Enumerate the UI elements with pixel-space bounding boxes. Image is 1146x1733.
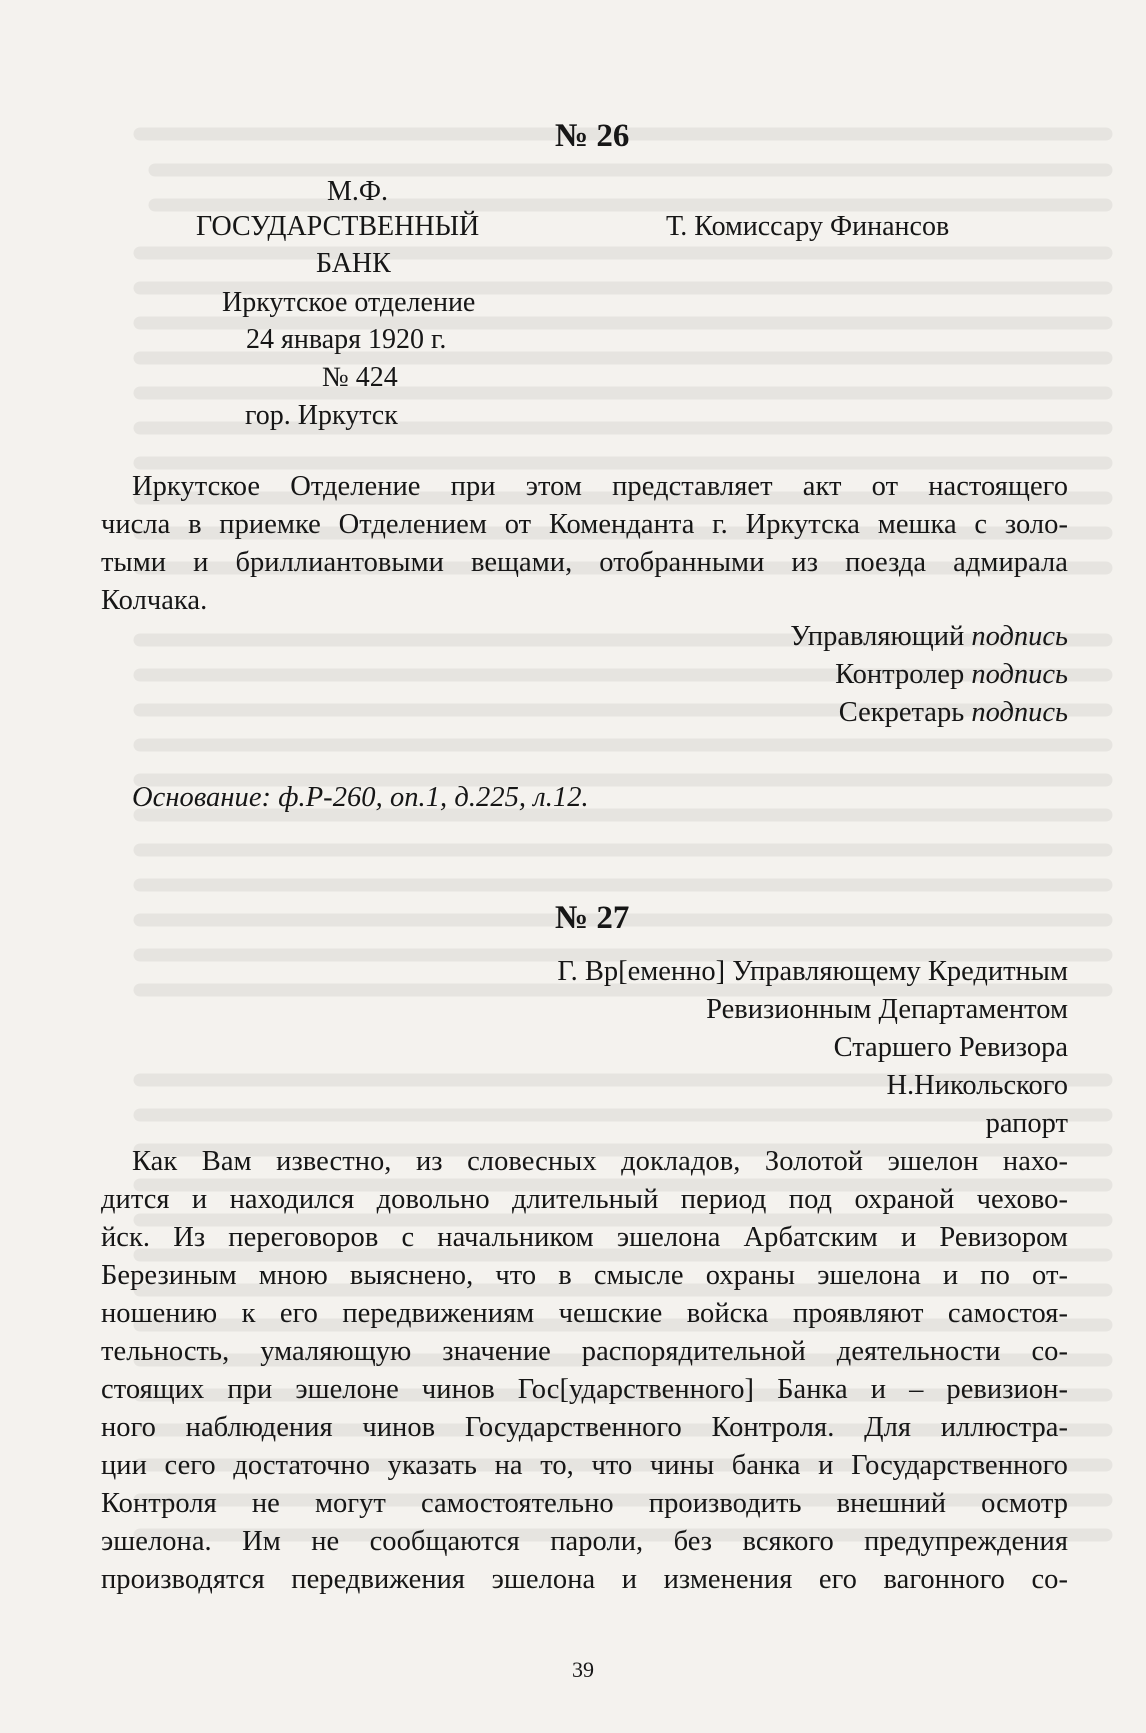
- signature-controller: [835, 659, 1068, 691]
- doc26-source: Основание: ф.Р-260, оп.1, д.225, л.12.: [132, 782, 589, 813]
- doc26-bank-line1: ГОСУДАРСТВЕННЫЙ: [196, 211, 480, 242]
- doc27-body-line: дится и находился довольно длительный период под охраной чехово-: [101, 1184, 1068, 1215]
- doc26-addressee: Т. Комиссару Финансов: [666, 211, 950, 242]
- doc27-header-line: Ревизионным Департаментом: [706, 994, 1068, 1025]
- doc26-outgoing-number: № 424: [322, 362, 398, 393]
- doc26-body-line: числа в приемке Отделением от Коменданта г. Иркутска мешка с золо-: [101, 509, 1068, 540]
- doc27-body-line: эшелона. Им не сообщаются пароли, без всякого предупреждения: [101, 1526, 1068, 1557]
- doc27-number: № 27: [555, 900, 630, 936]
- doc27-body-line: йск. Из переговоров с начальником эшелона Арбатским и Ревизором: [101, 1222, 1068, 1253]
- doc26-body-line: Иркутское Отделение при этом представляет акт от настоящего: [132, 471, 1068, 502]
- doc27-body-line: ции сего достаточно указать на то, что чины банка и Государственного: [101, 1450, 1068, 1481]
- doc26-body-line: тыми и бриллиантовыми вещами, отобранными из поезда адмирала: [101, 547, 1068, 578]
- page-number: 39: [572, 1657, 594, 1682]
- signature-role: Секретарь: [838, 697, 965, 728]
- doc27-body-line: тельность, умаляющую значение распорядительной деятельности со-: [101, 1336, 1068, 1367]
- doc26-city: гор. Иркутск: [245, 400, 398, 431]
- signature-role: Управляющий: [790, 621, 965, 652]
- doc26-bank-line2: БАНК: [316, 248, 391, 279]
- signature-role: Контролер: [835, 659, 965, 690]
- doc27-body-line: Как Вам известно, из словесных докладов, Золотой эшелон нахо-: [132, 1146, 1068, 1177]
- doc26-number: № 26: [555, 118, 630, 154]
- signature-mark: подпись: [971, 621, 1068, 652]
- signature-manager: [790, 621, 1068, 653]
- doc27-body-line: стоящих при эшелоне чинов Гос[ударственного] Банка и – ревизион-: [101, 1374, 1068, 1405]
- doc26-date: 24 января 1920 г.: [246, 324, 447, 355]
- doc27-header-line: Старшего Ревизора: [833, 1032, 1068, 1063]
- doc27-body-line: ношению к его передвижениям чешские войска проявляют самостоя-: [101, 1298, 1068, 1329]
- doc26-ministry: М.Ф.: [327, 176, 389, 207]
- signature-mark: подпись: [971, 659, 1068, 690]
- signature-secretary: [839, 697, 1068, 729]
- doc27-header-line: Н.Никольского: [886, 1070, 1068, 1101]
- doc27-report-title: рапорт: [985, 1108, 1068, 1139]
- signature-mark: подпись: [971, 697, 1068, 728]
- doc27-body-line: производятся передвижения эшелона и изменения его вагонного со-: [101, 1564, 1068, 1595]
- doc26-body-line: Колчака.: [101, 585, 208, 616]
- doc27-header-line: Г. Вр[еменно] Управляющему Кредитным: [557, 956, 1068, 987]
- doc27-body-line: Березиным мною выяснено, что в смысле охраны эшелона и по от-: [101, 1260, 1068, 1291]
- doc27-body-line: ного наблюдения чинов Государственного Контроля. Для иллюстра-: [101, 1412, 1068, 1443]
- doc26-branch: Иркутское отделение: [222, 287, 476, 318]
- doc27-body-line: Контроля не могут самостоятельно производить внешний осмотр: [101, 1488, 1068, 1519]
